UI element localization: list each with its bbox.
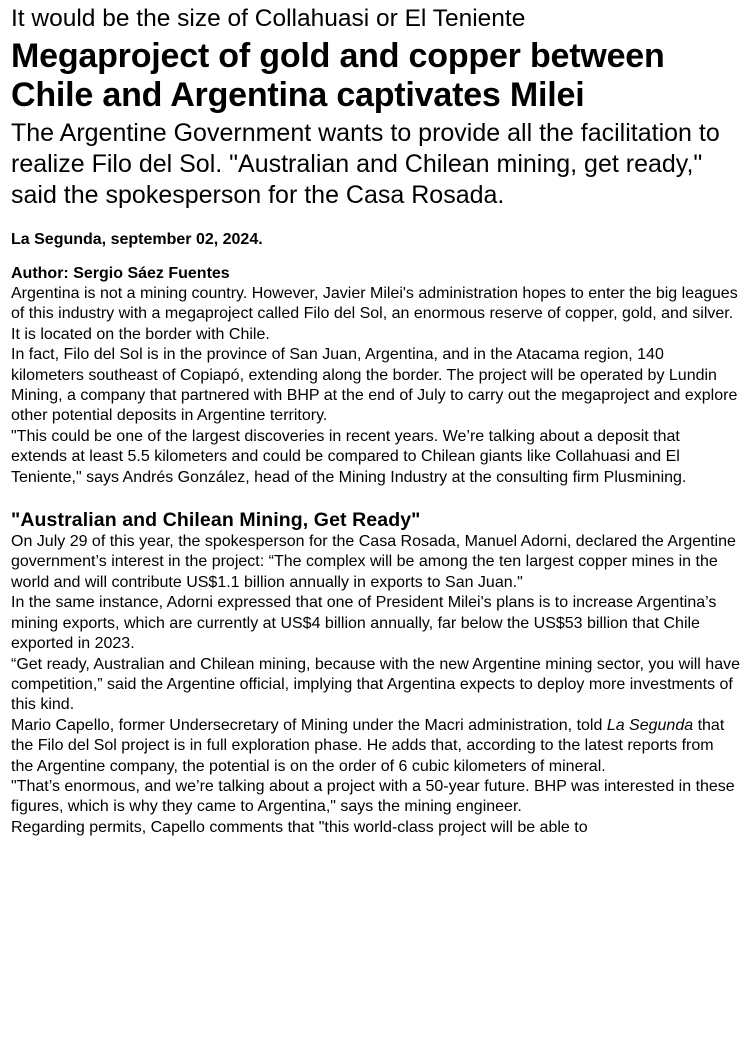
body-section-1: [11, 284, 740, 488]
capello-text-before: Mario Capello, former Undersecretary of Mining under the Macri administration, told: [11, 716, 607, 734]
author-line: Author: Sergio Sáez Fuentes: [11, 265, 230, 282]
body-paragraph: In fact, Filo del Sol is in the province of San Juan, Argentina, and in the Atacama region, 140 kilometers southeast of Copiapó, extending along the border. The project will be operated by Lundin Mining, a company that partnered with BHP at the end of July to carry out the megaproject and explore other potential deposits in Argentine territory.: [11, 346, 738, 425]
article-dek: The Argentine Government wants to provide all the facilitation to realize Filo del Sol. "Australian and Chilean mining, get ready," said the spokesperson for the Casa Rosada.: [11, 119, 720, 209]
publication-name: La Segunda: [606, 716, 694, 734]
body-paragraph: On July 29 of this year, the spokesperson for the Casa Rosada, Manuel Adorni, declared the Argentine government’s interest in the project: “The complex will be among the ten largest copper mines in the world and will contribute US$1.1 billion annually in exports to San Juan.": [11, 533, 736, 591]
body-paragraph: "This could be one of the largest discoveries in recent years. We’re talking about a deposit that extends at least 5.5 kilometers and could be compared to Chilean giants like Collahuasi and El Teniente," says Andrés González, head of the Mining Industry at the consulting firm Plusmining.: [11, 427, 687, 486]
article-headline: Megaproject of gold and copper between Chile and Argentina captivates Milei: [11, 37, 665, 114]
body-paragraph: "That’s enormous, and we’re talking about a project with a 50-year future. BHP was interested in these figures, which is why they came to Argentina," says the mining engineer.: [11, 777, 735, 816]
capello-text-after: that the Filo del Sol project is in full exploration phase. He adds that, according to the latest reports from the Argentine company, the potential is on the order of 6 cubic kilometers of mineral.: [11, 716, 725, 775]
body-paragraph: In the same instance, Adorni expressed that one of President Milei's plans is to increase Argentina’s mining exports, which are currently at US$4 billion annually, far below the US$53 billion that Chile exported in 2023.: [11, 594, 717, 653]
body-paragraph: Regarding permits, Capello comments that "this world-class project will be able to: [11, 818, 588, 836]
body-section-2: [11, 532, 740, 838]
source-line: La Segunda, september 02, 2024.: [11, 231, 263, 248]
section-subheading: "Australian and Chilean Mining, Get Ready": [11, 509, 421, 532]
body-paragraph: “Get ready, Australian and Chilean mining, because with the new Argentine mining sector, you will have competition,” said the Argentine official, implying that Argentina expects to deploy more investments of this kind.: [11, 655, 740, 714]
body-paragraph-capello: [11, 716, 740, 777]
article-kicker: It would be the size of Collahuasi or El Teniente: [11, 5, 526, 32]
body-paragraph: Argentina is not a mining country. However, Javier Milei's administration hopes to enter the big leagues of this industry with a megaproject called Filo del Sol, an enormous reserve of copper, gold, and silver. It is located on the border with Chile.: [11, 285, 738, 343]
